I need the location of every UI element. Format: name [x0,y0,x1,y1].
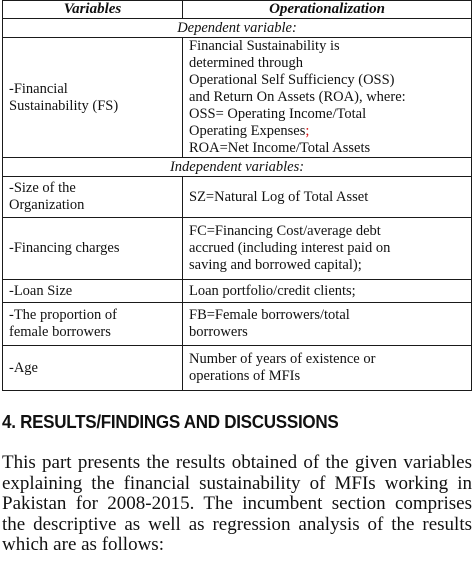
table-row [3,303,472,346]
operationalization-cell [183,38,472,158]
op-line: Loan portfolio/credit clients; [189,282,356,299]
op-line-text: Operating Expenses [189,123,306,139]
header-variables: Variables [3,1,183,19]
op-line: SZ=Natural Log of Total Asset [189,188,369,205]
operationalization-cell [183,177,472,218]
variable-cell [3,346,183,391]
section-heading: 4. RESULTS/FINDINGS AND DISCUSSIONS [2,411,339,432]
table-row [3,346,472,391]
operationalization-cell [183,303,472,346]
operationalization-cell [183,218,472,280]
table-row [3,38,472,158]
op-line: operations of MFIs [189,368,301,384]
variable-line: -Size of the [9,180,76,196]
op-line: Operational Self Sufficiency (OSS) [189,72,395,88]
dependent-variable-label: Dependent variable: [3,19,472,38]
independent-section-row [3,158,472,177]
dependent-section-row [3,19,472,38]
op-line: Financial Sustainability is [189,38,340,54]
op-line: FB=Female borrowers/total [189,307,350,323]
operationalization-cell [183,346,472,391]
op-line: saving and borrowed capital); [189,257,362,273]
variable-cell [3,280,183,303]
variable-line: Organization [9,197,85,213]
operationalization-cell [183,280,472,303]
table-header-row [3,1,472,19]
table-row [3,280,472,303]
op-line: accrued (including interest paid on [189,240,391,256]
variable-cell [3,177,183,218]
variable-line: -Age [9,359,38,376]
variable-line: -Loan Size [9,282,73,299]
variable-line: -Financing charges [9,240,120,256]
variables-table [2,0,472,391]
table-row [3,177,472,218]
variable-cell [3,218,183,280]
variable-cell [3,38,183,158]
variable-line: Sustainability (FS) [9,97,119,114]
op-line: Number of years of existence or [189,351,376,367]
variable-line: -The proportion of [9,307,117,323]
variable-line: -Financial [9,80,68,97]
op-line-with-separator [189,123,465,140]
red-separator: ; [305,123,310,139]
variable-line: female borrowers [9,324,111,340]
op-line: FC=Financing Cost/average debt [189,223,381,239]
variable-cell [3,303,183,346]
op-line: ROA=Net Income/Total Assets [189,140,371,156]
op-line: determined through [189,55,303,71]
independent-variables-label: Independent variables: [3,158,472,177]
section-paragraph: This part presents the results obtained of the given variables explaining the financial sustainability of MFIs working in Pakistan for 2008-2015. The incumbent section comprises the descriptive as well as regression analysis of the results which are as follows: [2,452,472,555]
table-row [3,218,472,280]
op-line: OSS= Operating Income/Total [189,106,367,122]
op-line: and Return On Assets (ROA), where: [189,89,406,105]
header-operationalization: Operationalization [183,1,472,19]
op-line: borrowers [189,324,248,340]
